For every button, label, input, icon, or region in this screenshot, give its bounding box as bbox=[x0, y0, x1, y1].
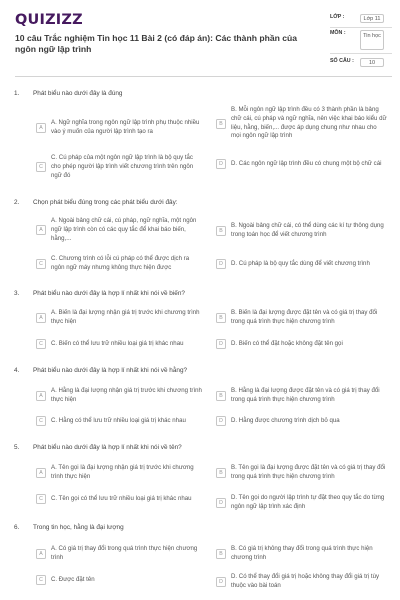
option-a[interactable] bbox=[36, 217, 204, 243]
option-c[interactable] bbox=[36, 494, 204, 504]
option-d[interactable] bbox=[216, 159, 388, 169]
meta-divider bbox=[330, 27, 392, 28]
option-text: A. Ngoài bảng chữ cái, cú pháp, ngữ nghĩa, một ngôn ngữ lập trình còn có các quy tắc để khai báo biến, hằng,... bbox=[51, 217, 197, 242]
meta-subject-value: Tin học bbox=[360, 30, 384, 50]
option-letter-box: D bbox=[216, 339, 226, 349]
option-text: D. Tên gọi do người lập trình tự đặt theo quy tắc do từng ngôn ngữ lập trình xác định bbox=[231, 494, 385, 510]
meta-class-label: LỚP : bbox=[330, 14, 345, 20]
option-text: A. Biến là đại lượng nhận giá trị trước khi chương trình thực hiện bbox=[51, 309, 200, 325]
meta-class-row bbox=[330, 14, 392, 26]
question-text: Phát biểu nào dưới đây là hợp lí nhất khi nói về tên? bbox=[33, 444, 182, 451]
option-a[interactable] bbox=[36, 387, 204, 405]
option-b[interactable] bbox=[216, 545, 388, 563]
option-letter-box: B bbox=[216, 313, 226, 323]
option-text: D. Cú pháp là bộ quy tắc dùng để viết chương trình bbox=[231, 259, 370, 267]
option-letter-box: C bbox=[36, 494, 46, 504]
option-text: A. Tên gọi là đại lượng nhận giá trị trước khi chương trình thực hiện bbox=[51, 464, 194, 480]
option-c[interactable] bbox=[36, 154, 204, 180]
option-letter-box: A bbox=[36, 549, 46, 559]
question-number: 2. bbox=[14, 199, 20, 206]
option-d[interactable] bbox=[216, 573, 388, 591]
option-letter-box: B bbox=[216, 119, 226, 129]
question-text: Trong tin học, hằng là đại lượng bbox=[33, 524, 124, 531]
option-a[interactable] bbox=[36, 309, 204, 327]
option-text: A. Ngữ nghĩa trong ngôn ngữ lập trình phụ thuộc nhiều vào ý muốn của người lập trình tạo ra bbox=[51, 119, 200, 135]
option-text: C. Được đặt tên bbox=[51, 575, 95, 583]
option-c[interactable] bbox=[36, 255, 204, 273]
option-letter-box: A bbox=[36, 225, 46, 235]
question-number: 4. bbox=[14, 367, 20, 374]
option-letter-box: C bbox=[36, 339, 46, 349]
option-text: B. Hằng là đại lượng được đặt tên và có giá trị thay đổi trong quá trình thực hiện chương trình bbox=[231, 387, 380, 403]
option-b[interactable] bbox=[216, 309, 388, 327]
question-number: 3. bbox=[14, 290, 20, 297]
option-text: D. Biến có thể đặt hoặc không đặt tên gọi bbox=[231, 339, 343, 347]
option-letter-box: B bbox=[216, 391, 226, 401]
option-d[interactable] bbox=[216, 494, 388, 512]
option-text: D. Hằng được chương trình dịch bỏ qua bbox=[231, 416, 340, 424]
option-b[interactable] bbox=[216, 387, 388, 405]
option-c[interactable] bbox=[36, 339, 204, 349]
option-letter-box: C bbox=[36, 162, 46, 172]
option-letter-box: B bbox=[216, 468, 226, 478]
option-d[interactable] bbox=[216, 416, 388, 426]
meta-count-label: SỐ CÂU : bbox=[330, 58, 354, 64]
option-text: A. Hằng là đại lượng nhận giá trị trước khi chương trình thực hiện bbox=[51, 387, 202, 403]
question-text: Phát biểu nào dưới đây là hợp lí nhất khi nói về biến? bbox=[33, 290, 185, 297]
option-letter-box: A bbox=[36, 391, 46, 401]
option-letter-box: C bbox=[36, 259, 46, 269]
option-text: C. Chương trình có lỗi cú pháp có thể được dịch ra ngôn ngữ máy nhưng không thực hiện được bbox=[51, 255, 190, 271]
option-letter-box: D bbox=[216, 498, 226, 508]
option-a[interactable] bbox=[36, 119, 204, 137]
option-text: C. Biến có thể lưu trữ nhiều loại giá trị khác nhau bbox=[51, 339, 184, 347]
question-number: 1. bbox=[14, 90, 20, 97]
option-letter-box: B bbox=[216, 226, 226, 236]
meta-divider bbox=[330, 53, 392, 54]
option-letter-box: D bbox=[216, 159, 226, 169]
option-a[interactable] bbox=[36, 545, 204, 563]
option-letter-box: C bbox=[36, 416, 46, 426]
option-text: D. Các ngôn ngữ lập trình đều có chung một bộ chữ cái bbox=[231, 159, 382, 167]
option-text: B. Tên gọi là đại lượng được đặt tên và có giá trị thay đổi trong quá trình thực hiện chương trình bbox=[231, 464, 386, 480]
question-text: Phát biểu nào dưới đây là hợp lí nhất khi nói về hằng? bbox=[33, 367, 188, 374]
option-letter-box: A bbox=[36, 123, 46, 133]
meta-count-value: 10 bbox=[360, 58, 384, 67]
meta-class-value: Lớp 11 bbox=[360, 14, 384, 23]
question-text: Chọn phát biểu đúng trong các phát biểu dưới đây: bbox=[33, 199, 178, 206]
header-divider bbox=[15, 76, 392, 77]
option-b[interactable] bbox=[216, 464, 388, 482]
option-text: B. Có giá trị không thay đổi trong quá trình thực hiện chương trình bbox=[231, 545, 373, 561]
option-letter-box: C bbox=[36, 575, 46, 585]
option-letter-box: A bbox=[36, 468, 46, 478]
option-letter-box: B bbox=[216, 549, 226, 559]
quizizz-logo[interactable]: QUIZIZZ bbox=[15, 12, 83, 28]
option-text: B. Biến là đại lượng được đặt tên và có giá trị thay đổi trong quá trình thực hiện chương trình bbox=[231, 309, 378, 325]
option-c[interactable] bbox=[36, 416, 204, 426]
option-letter-box: A bbox=[36, 313, 46, 323]
option-text: B. Ngoài bảng chữ cái, có thể dùng các kí tự thông dụng trong toán học để viết chương trình bbox=[231, 222, 384, 238]
option-text: A. Có giá trị thay đổi trong quá trình thực hiện chương trình bbox=[51, 545, 198, 561]
option-letter-box: D bbox=[216, 577, 226, 587]
option-letter-box: D bbox=[216, 416, 226, 426]
option-letter-box: D bbox=[216, 259, 226, 269]
option-b[interactable] bbox=[216, 222, 388, 240]
option-a[interactable] bbox=[36, 464, 204, 482]
option-d[interactable] bbox=[216, 259, 388, 269]
question-number: 6. bbox=[14, 524, 20, 531]
quiz-meta bbox=[330, 14, 392, 70]
option-c[interactable] bbox=[36, 575, 204, 585]
question-number: 5. bbox=[14, 444, 20, 451]
option-text: C. Tên gọi có thể lưu trữ nhiều loại giá trị khác nhau bbox=[51, 494, 192, 502]
option-text: C. Hằng có thể lưu trữ nhiều loại giá trị khác nhau bbox=[51, 416, 186, 424]
option-text: B. Mỗi ngôn ngữ lập trình đều có 3 thành phần là bảng chữ cái, cú pháp và ngữ nghĩa, nên việc khai báo kiểu dữ liệu, hằng, biến,... được áp dụng chung như nhau cho mọi ngôn ngữ lập trình bbox=[231, 106, 387, 140]
question-text: Phát biểu nào dưới đây là đúng bbox=[33, 90, 123, 97]
page-header bbox=[0, 0, 400, 72]
option-text: D. Có thể thay đổi giá trị hoặc không thay đổi giá trị tùy thuộc vào bài toán bbox=[231, 573, 380, 589]
option-text: C. Cú pháp của một ngôn ngữ lập trình là bộ quy tắc cho phép người lập trình viết chương trình trên ngôn ngữ đó bbox=[51, 154, 194, 179]
page-title: 10 câu Trắc nghiệm Tin học 11 Bài 2 (có đáp án): Các thành phần của ngôn ngữ lập trình bbox=[15, 33, 298, 54]
meta-subject-row bbox=[330, 30, 392, 54]
option-d[interactable] bbox=[216, 339, 388, 349]
meta-count-row bbox=[330, 58, 392, 70]
meta-subject-label: MÔN : bbox=[330, 30, 346, 36]
option-b[interactable] bbox=[216, 106, 388, 141]
